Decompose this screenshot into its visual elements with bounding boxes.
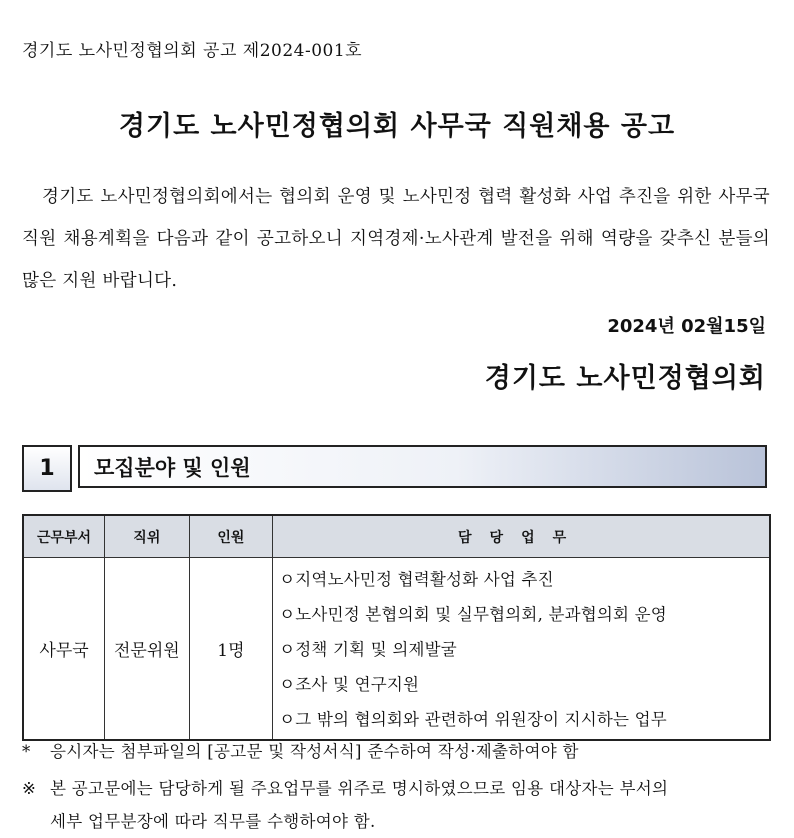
note-duties-line2: 세부 업무분장에 따라 직무를 수행하여야 함. (50, 812, 376, 831)
header-dept: 근무부서 (23, 515, 105, 558)
note-asterisk: * (22, 742, 31, 761)
organization-name: 경기도 노사민정협의회 (484, 363, 766, 394)
duty-item: ㅇ정책 기획 및 의제발굴 (279, 640, 457, 659)
note-reference-mark: ※ (22, 779, 37, 798)
cell-duties (273, 558, 770, 741)
section-title: 모집분야 및 인원 (78, 445, 767, 488)
intro-paragraph: 경기도 노사민정협의회에서는 협의회 운영 및 노사민정 협력 활성화 사업 추진을 위한 사무국 직원 채용계획을 다음과 같이 공고하오니 지역경제·노사관계 발전을 위해 역량을 갖추신 분들의 많은 지원 바랍니다. (22, 187, 770, 291)
duty-item: ㅇ지역노사민정 협력활성화 사업 추진 (279, 570, 554, 589)
recruitment-table (22, 514, 771, 741)
page-title: 경기도 노사민정협의회 사무국 직원채용 공고 (118, 111, 676, 142)
note-submission-text: 응시자는 첨부파일의 [공고문 및 작성서식] 준수하여 작성·제출하여야 함 (50, 742, 579, 761)
header-duties: 담당업무 (273, 515, 770, 558)
section-number: 1 (22, 445, 72, 492)
section-header (22, 445, 771, 490)
duty-item: ㅇ그 밖의 협의회와 관련하여 위원장이 지시하는 업무 (279, 710, 667, 729)
duty-item: ㅇ노사민정 본협의회 및 실무협의회, 분과협의회 운영 (279, 605, 667, 624)
note-duties-line1: 본 공고문에는 담당하게 될 주요업무를 위주로 명시하였으므로 임용 대상자는 부서의 (50, 779, 669, 798)
header-position: 직위 (105, 515, 190, 558)
announcement-date: 2024년 02월15일 (607, 316, 766, 337)
note-submission (22, 738, 579, 762)
header-count: 인원 (189, 515, 273, 558)
notice-number: 경기도 노사민정협의회 공고 제2024-001호 (22, 41, 363, 61)
duty-item: ㅇ조사 및 연구지원 (279, 675, 420, 694)
table-row (23, 558, 770, 741)
cell-count: 1명 (189, 558, 273, 741)
cell-position: 전문위원 (105, 558, 190, 741)
note-duties (22, 772, 770, 838)
cell-dept: 사무국 (23, 558, 105, 741)
table-header-row (23, 515, 770, 558)
